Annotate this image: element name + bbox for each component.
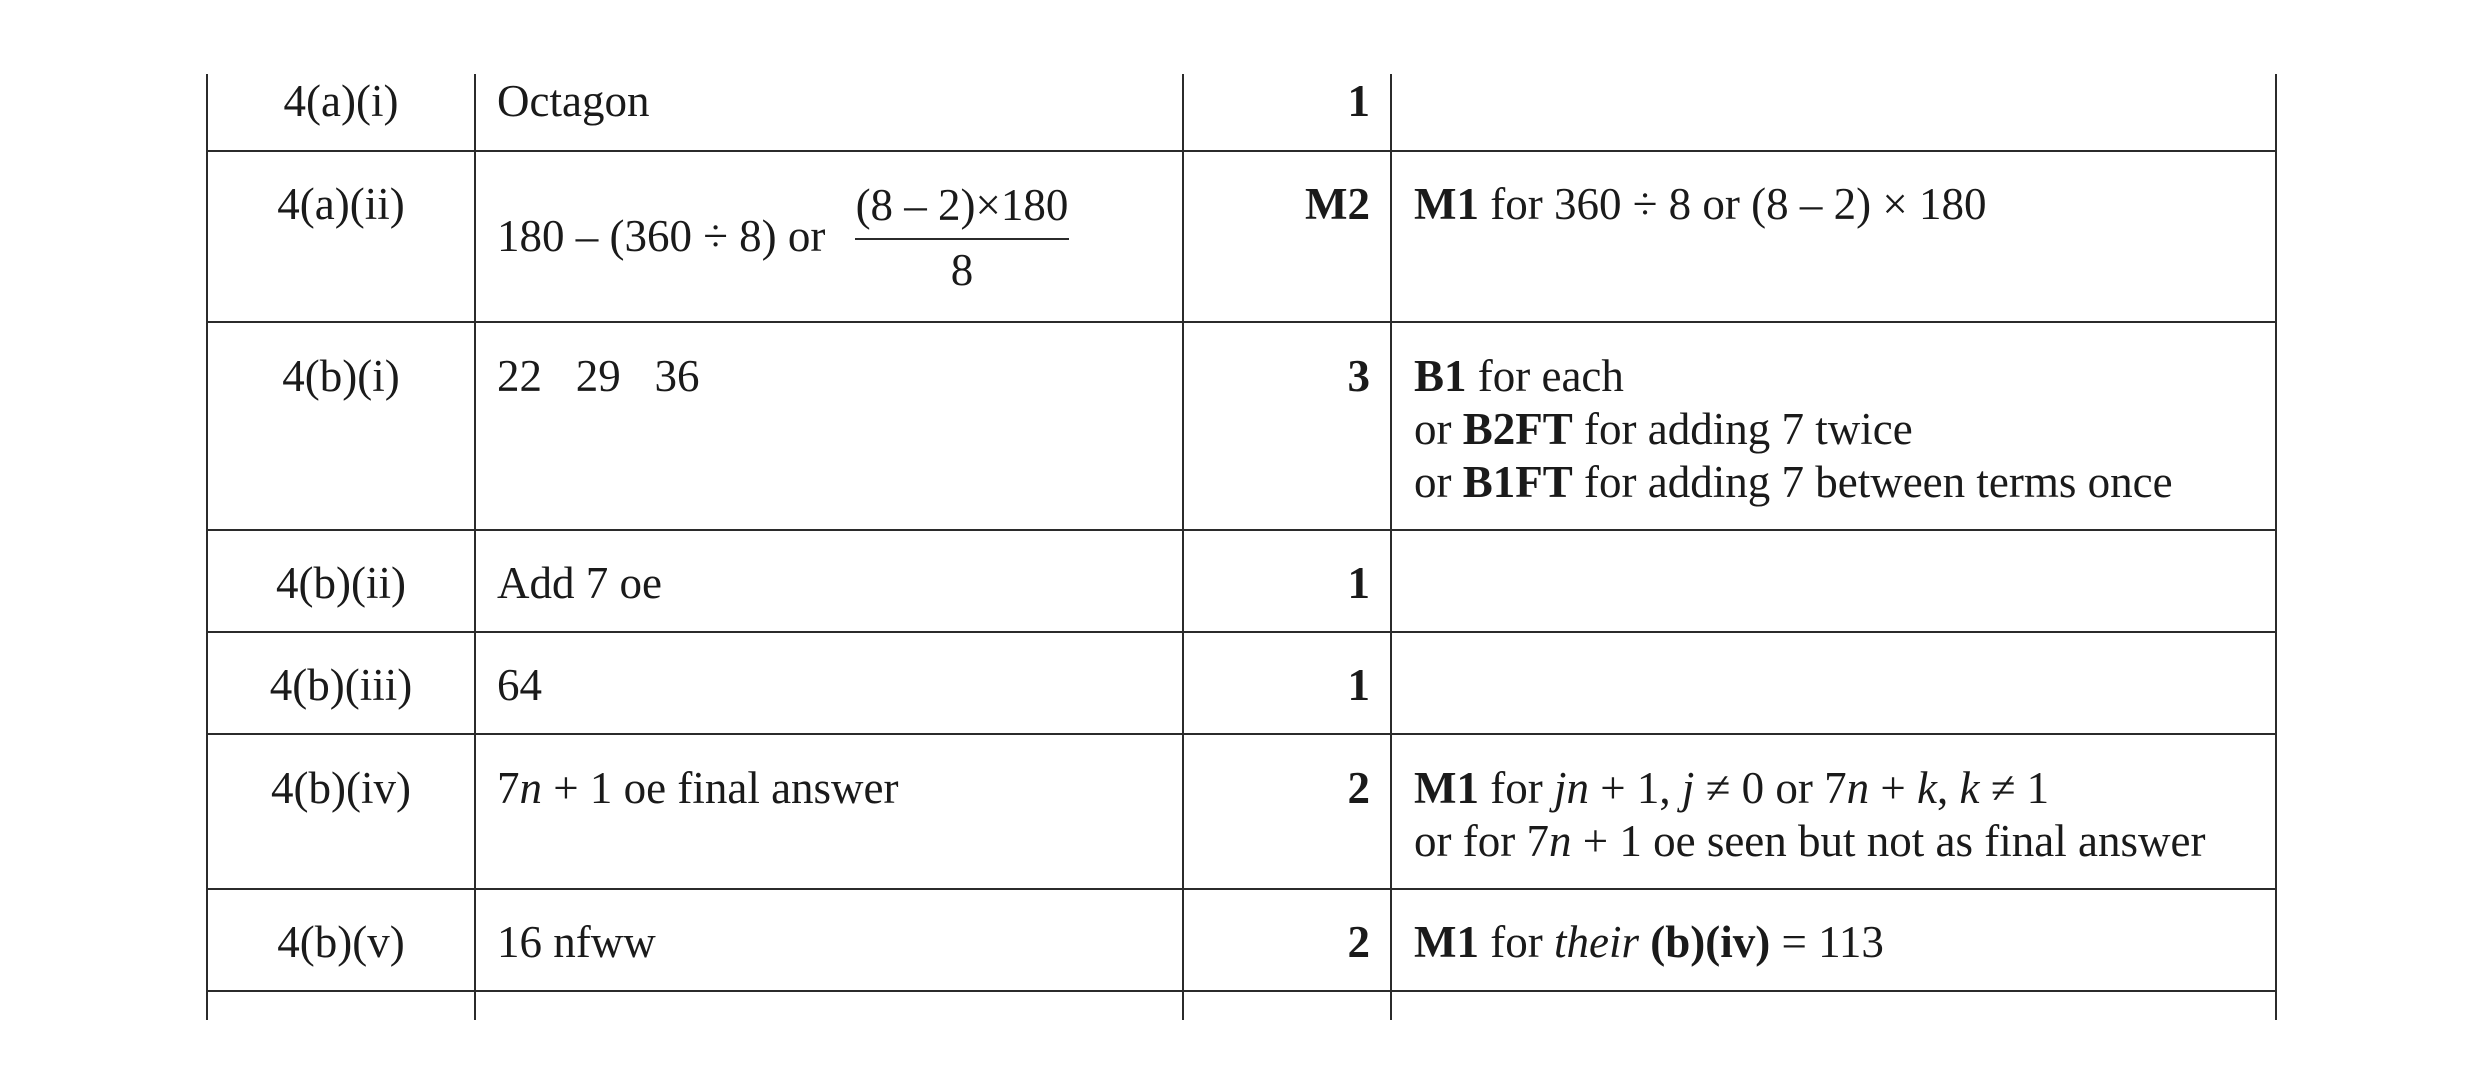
answer-text: Add 7 oe xyxy=(497,558,662,608)
marks-value: 3 xyxy=(1347,351,1370,401)
marks-value: 1 xyxy=(1347,660,1370,710)
column-divider-marks xyxy=(1390,74,1392,1020)
answer-fraction xyxy=(851,179,1073,299)
row-divider xyxy=(206,990,2277,992)
guidance-fragment: or xyxy=(1414,457,1463,507)
row-divider xyxy=(206,631,2277,633)
answer-fragment: + 1 oe final answer xyxy=(542,763,899,813)
answer-fragment: 7 xyxy=(497,763,520,813)
guidance-line xyxy=(1414,762,2049,815)
guidance-fragment: + 1, xyxy=(1588,763,1682,813)
guidance-fragment: for each xyxy=(1466,351,1624,401)
guidance-line xyxy=(1414,815,2205,868)
guidance-emphasis: their xyxy=(1553,917,1639,967)
guidance-line xyxy=(1414,916,1884,969)
answer-text: 22 29 36 xyxy=(497,351,700,401)
fraction-bar xyxy=(855,238,1069,240)
guidance-text xyxy=(1414,178,1987,231)
guidance-fragment: for xyxy=(1478,763,1554,813)
table-border-right xyxy=(2275,74,2277,1020)
question-number: 4(b)(ii) xyxy=(276,558,406,608)
guidance-variable: k xyxy=(1916,763,1937,813)
marks-value: M2 xyxy=(1305,179,1370,229)
answer-variable: n xyxy=(519,763,542,813)
guidance-variable: k xyxy=(1959,763,1980,813)
question-number: 4(a)(i) xyxy=(283,76,399,126)
row-divider xyxy=(206,321,2277,323)
guidance-fragment: for adding 7 between terms once xyxy=(1572,457,2173,507)
mark-code: B1 xyxy=(1414,351,1467,401)
mark-code: M1 xyxy=(1414,763,1479,813)
guidance-fragment: for adding 7 twice xyxy=(1572,404,1913,454)
guidance-reference: (b)(iv) xyxy=(1650,917,1771,967)
row-divider xyxy=(206,888,2277,890)
answer-text: 180 – (360 ÷ 8) or xyxy=(497,211,826,261)
answer-text xyxy=(497,762,899,815)
question-number: 4(b)(iv) xyxy=(271,763,411,813)
column-divider-question xyxy=(474,74,476,1020)
answer-text: Octagon xyxy=(497,76,650,126)
guidance-line xyxy=(1414,350,1624,403)
guidance-fragment: or for 7 xyxy=(1414,816,1549,866)
question-number: 4(b)(iii) xyxy=(269,660,413,710)
column-divider-answer xyxy=(1182,74,1184,1020)
row-divider xyxy=(206,529,2277,531)
answer-text: 16 nfww xyxy=(497,917,656,967)
question-number: 4(b)(v) xyxy=(277,917,405,967)
marks-value: 1 xyxy=(1347,76,1370,126)
guidance-variable: n xyxy=(1846,763,1870,813)
question-number: 4(b)(i) xyxy=(282,351,400,401)
guidance-fragment: for xyxy=(1478,917,1554,967)
marks-value: 2 xyxy=(1347,917,1370,967)
guidance-fragment: , xyxy=(1936,763,1960,813)
guidance-fragment xyxy=(1639,917,1650,967)
row-divider xyxy=(206,150,2277,152)
mark-code: B1FT xyxy=(1462,457,1573,507)
fraction-denominator: 8 xyxy=(950,245,974,295)
guidance-fragment: = 113 xyxy=(1770,917,1884,967)
question-number: 4(a)(ii) xyxy=(277,179,405,229)
guidance-variable: n xyxy=(1548,816,1572,866)
mark-code: M1 xyxy=(1414,179,1479,229)
guidance-fragment: + 1 oe seen but not as final answer xyxy=(1571,816,2206,866)
guidance-fragment: ≠ 0 or 7 xyxy=(1694,763,1847,813)
guidance-fragment: or xyxy=(1414,404,1463,454)
guidance-variable: j xyxy=(1681,763,1695,813)
mark-code: M1 xyxy=(1414,917,1479,967)
mark-code: B2FT xyxy=(1462,404,1573,454)
guidance-line xyxy=(1414,403,1913,456)
guidance-variable: jn xyxy=(1553,763,1589,813)
marks-value: 2 xyxy=(1347,763,1370,813)
marks-value: 1 xyxy=(1347,558,1370,608)
guidance-fragment: + xyxy=(1869,763,1917,813)
row-divider xyxy=(206,733,2277,735)
answer-text: 64 xyxy=(497,660,542,710)
guidance-fragment: for 360 ÷ 8 or (8 – 2) × 180 xyxy=(1478,179,1987,229)
fraction-numerator: (8 – 2)×180 xyxy=(855,180,1069,230)
guidance-line xyxy=(1414,456,2173,509)
guidance-fragment: ≠ 1 xyxy=(1979,763,2050,813)
